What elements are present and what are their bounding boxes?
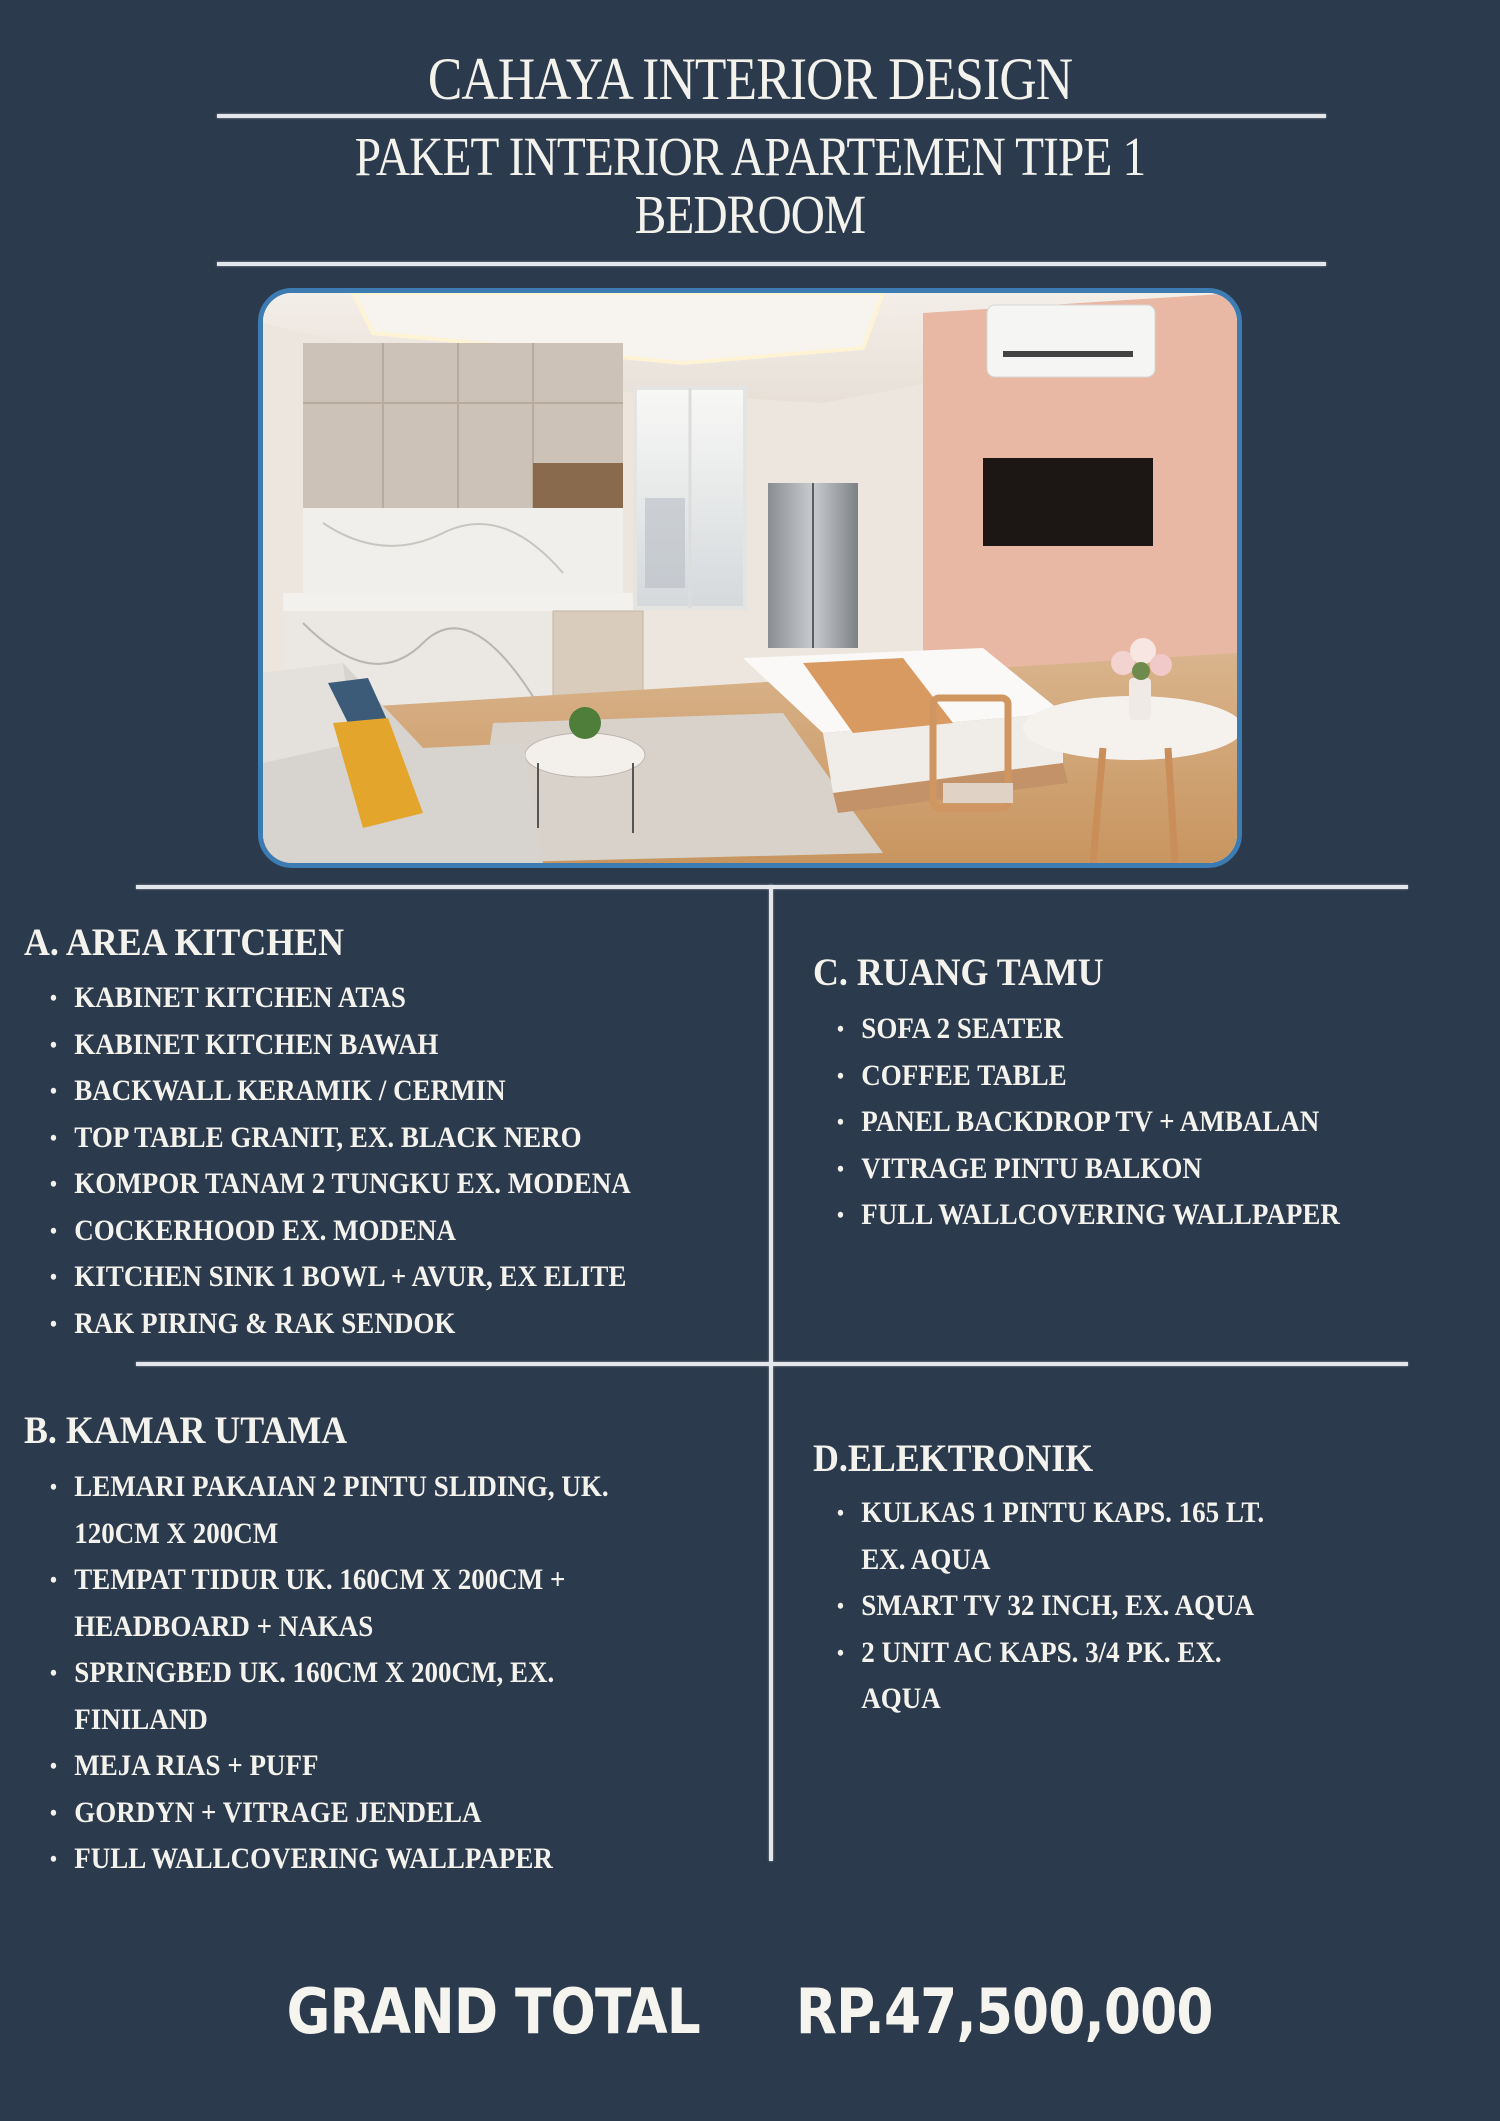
list-item: • BACKWALL KERAMIK / CERMIN	[50, 1074, 506, 1107]
list-item: • LEMARI PAKAIAN 2 PINTU SLIDING, UK. 120CM X 200CM	[50, 1470, 609, 1550]
list-item: • PANEL BACKDROP TV + AMBALAN	[837, 1105, 1320, 1138]
list-item: • SPRINGBED UK. 160CM X 200CM, EX. FINILAND	[50, 1656, 555, 1736]
kitchen-item-list	[50, 975, 695, 1347]
grand-total	[0, 1975, 1500, 2048]
interior-photo	[258, 288, 1242, 868]
list-item: • COCKERHOOD EX. MODENA	[50, 1213, 457, 1247]
grid-divider-middle	[136, 1362, 1408, 1366]
list-item: • TEMPAT TIDUR UK. 160CM X 200CM + HEADBOARD + NAKAS	[50, 1563, 566, 1643]
company-title: CAHAYA INTERIOR DESIGN	[427, 46, 1073, 112]
package-title-line1: PAKET INTERIOR APARTEMEN TIPE 1	[354, 126, 1146, 187]
package-title	[105, 128, 1395, 244]
list-item: • KULKAS 1 PINTU KAPS. 165 LT. EX. AQUA	[837, 1496, 1265, 1576]
kamar-utama-item-list	[50, 1464, 671, 1883]
list-item: • SOFA 2 SEATER	[837, 1012, 1063, 1045]
list-item: • RAK PIRING & RAK SENDOK	[50, 1306, 456, 1340]
list-item: • FULL WALLCOVERING WALLPAPER	[837, 1198, 1340, 1231]
package-title-line2: BEDROOM	[634, 184, 866, 245]
section-title-kitchen: A. AREA KITCHEN	[24, 921, 345, 964]
section-title-ruang-tamu: C. RUANG TAMU	[813, 951, 1104, 994]
grid-divider-vertical	[769, 885, 773, 1861]
header-divider-bottom	[217, 262, 1326, 266]
list-item: • 2 UNIT AC KAPS. 3/4 PK. EX. AQUA	[837, 1635, 1222, 1715]
list-item: • COFFEE TABLE	[837, 1058, 1067, 1092]
list-item: • VITRAGE PINTU BALKON	[837, 1151, 1202, 1185]
ruang-tamu-item-list	[837, 1006, 1396, 1239]
elektronik-item-list	[837, 1490, 1312, 1723]
list-item: • KABINET KITCHEN ATAS	[50, 981, 406, 1014]
list-item: • SMART TV 32 INCH, EX. AQUA	[837, 1589, 1255, 1622]
list-item: • KOMPOR TANAM 2 TUNGKU EX. MODENA	[50, 1167, 631, 1200]
section-title-kamar-utama: B. KAMAR UTAMA	[24, 1409, 348, 1452]
list-item: • KITCHEN SINK 1 BOWL + AVUR, EX ELITE	[50, 1260, 627, 1293]
interior-illustration	[263, 293, 1237, 863]
list-item: • MEJA RIAS + PUFF	[50, 1749, 319, 1782]
header-divider-top	[217, 114, 1326, 118]
grand-total-label: GRAND TOTAL	[287, 1975, 701, 2048]
list-item: • GORDYN + VITRAGE JENDELA	[50, 1795, 482, 1829]
list-item: • KABINET KITCHEN BAWAH	[50, 1027, 439, 1061]
list-item: • TOP TABLE GRANIT, EX. BLACK NERO	[50, 1120, 582, 1154]
grand-total-amount: RP.47,500,000	[795, 1975, 1213, 2048]
list-item: • FULL WALLCOVERING WALLPAPER	[50, 1842, 553, 1875]
section-title-elektronik: D.ELEKTRONIK	[813, 1437, 1094, 1480]
